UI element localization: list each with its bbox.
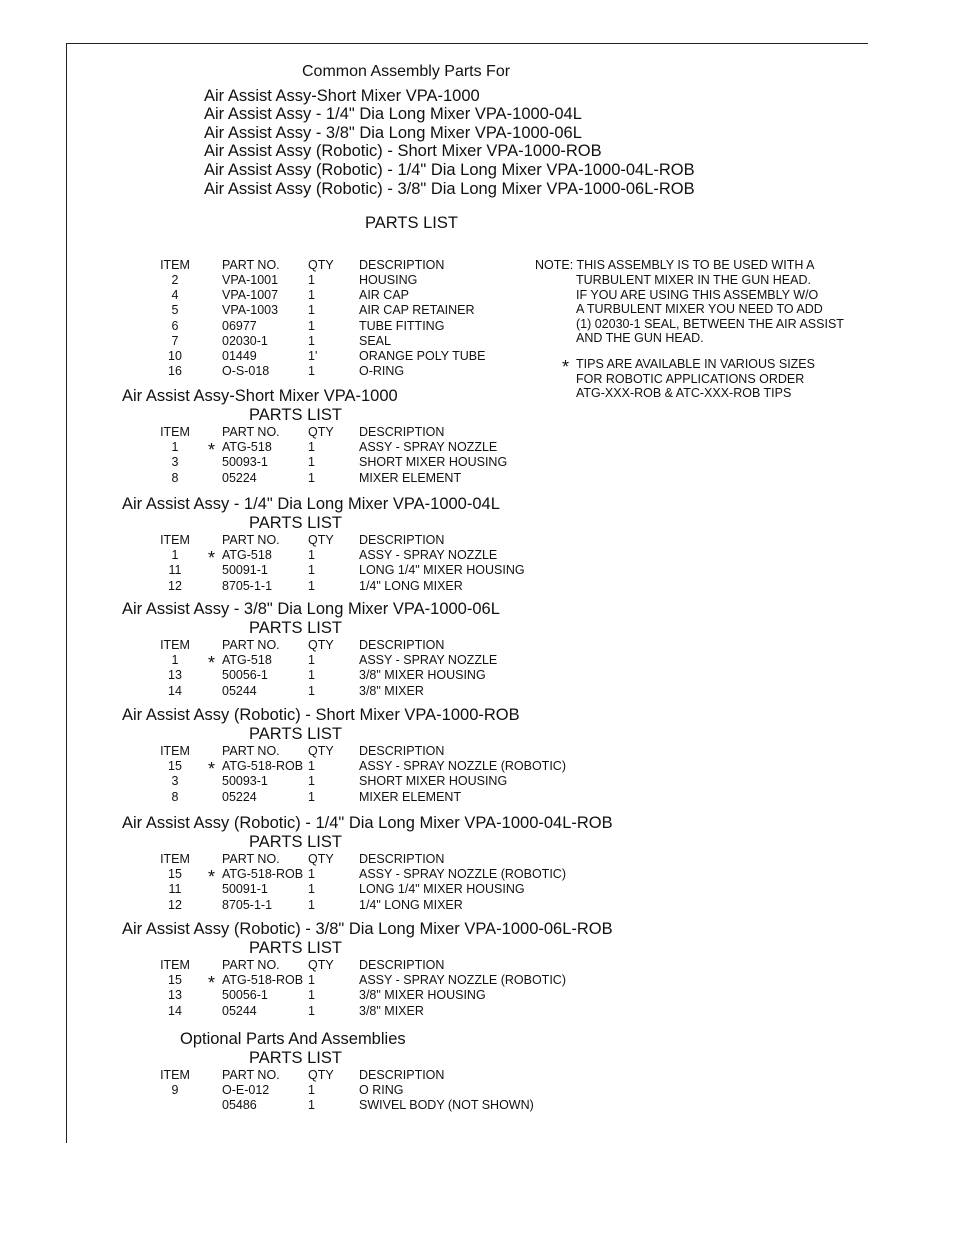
note-line-4: A TURBULENT MIXER YOU NEED TO ADD bbox=[576, 302, 823, 316]
item-number: 11 bbox=[168, 882, 182, 897]
part-number: 05486 bbox=[222, 1098, 257, 1113]
quantity: 1 bbox=[308, 470, 315, 485]
item-number: 3 bbox=[171, 455, 179, 470]
part-number: ATG-518 bbox=[222, 548, 272, 563]
part-number: ATG-518 bbox=[222, 653, 272, 668]
parts-list-title: PARTS LIST bbox=[249, 1049, 342, 1067]
column-header-part: PART NO. bbox=[222, 744, 280, 758]
item-number: 14 bbox=[168, 1003, 182, 1018]
item-number: 15 bbox=[168, 973, 182, 988]
part-number: O-S-018 bbox=[222, 364, 270, 379]
parts-list-title: PARTS LIST bbox=[249, 725, 342, 743]
description: ORANGE POLY TUBE bbox=[359, 349, 486, 363]
item-number: 14 bbox=[168, 683, 182, 698]
description: AIR CAP RETAINER bbox=[359, 303, 475, 318]
assembly-name-1: Air Assist Assy-Short Mixer VPA-1000 bbox=[204, 87, 480, 105]
part-number: 8705-1-1 bbox=[222, 578, 273, 593]
section-title: Air Assist Assy - 3/8" Dia Long Mixer VPA-1000-06L bbox=[122, 600, 500, 618]
column-header-qty: QTY bbox=[308, 958, 334, 972]
item-number: 15 bbox=[168, 867, 182, 882]
asterisk-icon: * bbox=[208, 973, 216, 994]
column-header-part: PART NO. bbox=[222, 425, 280, 439]
section-title: Air Assist Assy (Robotic) - 1/4" Dia Long Mixer VPA-1000-04L-ROB bbox=[122, 814, 613, 832]
asterisk-icon: * bbox=[208, 440, 216, 461]
asterisk-icon: * bbox=[208, 653, 216, 674]
part-number: 50091-1 bbox=[222, 563, 268, 578]
column-header-item: ITEM bbox=[160, 958, 190, 972]
asterisk-icon: * bbox=[208, 867, 216, 888]
part-number: 50093-1 bbox=[222, 774, 268, 789]
asterisk-icon: * bbox=[208, 759, 216, 780]
column-header-description: DESCRIPTION bbox=[359, 1068, 445, 1082]
column-header-qty: QTY bbox=[308, 425, 334, 439]
note-line-2: TURBULENT MIXER IN THE GUN HEAD. bbox=[576, 273, 811, 287]
note-line-3: IF YOU ARE USING THIS ASSEMBLY W/O bbox=[576, 288, 819, 302]
quantity: 1 bbox=[308, 683, 315, 698]
description: 1/4" LONG MIXER bbox=[359, 897, 463, 912]
item-number: 13 bbox=[168, 988, 182, 1003]
quantity: 1 bbox=[308, 333, 315, 348]
item-number: 10 bbox=[168, 349, 182, 363]
quantity: 1 bbox=[308, 789, 315, 804]
description: 3/8" MIXER HOUSING bbox=[359, 988, 486, 1003]
column-header-item: ITEM bbox=[160, 533, 190, 547]
column-header-qty: QTY bbox=[308, 744, 334, 758]
quantity: 1 bbox=[308, 1083, 315, 1098]
part-number: 06977 bbox=[222, 318, 257, 333]
part-number: 50093-1 bbox=[222, 455, 268, 470]
assembly-name-2: Air Assist Assy - 1/4" Dia Long Mixer VPA-1000-04L bbox=[204, 105, 582, 123]
quantity: 1 bbox=[308, 668, 315, 683]
item-number: 1 bbox=[171, 440, 179, 455]
item-number: 3 bbox=[171, 774, 179, 789]
column-header-description: DESCRIPTION bbox=[359, 258, 445, 272]
column-header-qty: QTY bbox=[308, 533, 334, 547]
description: MIXER ELEMENT bbox=[359, 470, 462, 485]
parts-list-title: PARTS LIST bbox=[249, 514, 342, 532]
quantity: 1 bbox=[308, 548, 315, 563]
description: 3/8" MIXER HOUSING bbox=[359, 668, 486, 683]
description: SEAL bbox=[359, 333, 391, 348]
item-number: 8 bbox=[171, 789, 179, 804]
quantity: 1 bbox=[308, 867, 315, 882]
quantity: 1 bbox=[308, 563, 315, 578]
quantity: 1 bbox=[308, 653, 315, 668]
part-number: 50056-1 bbox=[222, 988, 268, 1003]
quantity: 1 bbox=[308, 318, 315, 333]
quantity: 1 bbox=[308, 897, 315, 912]
column-header-qty: QTY bbox=[308, 638, 334, 652]
note-line-6: AND THE GUN HEAD. bbox=[576, 331, 704, 345]
column-header-item: ITEM bbox=[160, 638, 190, 652]
column-header-qty: QTY bbox=[308, 852, 334, 866]
description: AIR CAP bbox=[359, 288, 410, 303]
item-number: 7 bbox=[171, 333, 179, 348]
item-number: 16 bbox=[168, 364, 182, 379]
item-number: 6 bbox=[171, 318, 179, 333]
quantity: 1 bbox=[308, 455, 315, 470]
quantity: 1 bbox=[308, 1098, 315, 1113]
column-header-description: DESCRIPTION bbox=[359, 425, 445, 439]
part-number: ATG-518-ROB bbox=[222, 759, 304, 774]
section-title: Optional Parts And Assemblies bbox=[180, 1030, 406, 1048]
left-border-line bbox=[66, 43, 67, 1143]
quantity: 1 bbox=[308, 440, 315, 455]
column-header-qty: QTY bbox=[308, 1068, 334, 1082]
description: ASSY - SPRAY NOZZLE (ROBOTIC) bbox=[359, 867, 566, 882]
column-header-part: PART NO. bbox=[222, 852, 280, 866]
quantity: 1 bbox=[308, 973, 315, 988]
column-header-item: ITEM bbox=[160, 1068, 190, 1082]
assembly-name-4: Air Assist Assy (Robotic) - Short Mixer VPA-1000-ROB bbox=[204, 142, 602, 160]
description: ASSY - SPRAY NOZZLE bbox=[359, 548, 498, 563]
tips-line-2: FOR ROBOTIC APPLICATIONS ORDER bbox=[576, 372, 805, 386]
item-number: 12 bbox=[168, 578, 182, 593]
column-header-part: PART NO. bbox=[222, 1068, 280, 1082]
common-parts-list-title: PARTS LIST bbox=[365, 214, 458, 232]
asterisk-icon: * bbox=[208, 548, 216, 569]
description: O-RING bbox=[359, 364, 405, 379]
column-header-description: DESCRIPTION bbox=[359, 744, 445, 758]
part-number: 50056-1 bbox=[222, 668, 268, 683]
part-number: ATG-518 bbox=[222, 440, 272, 455]
item-number: 2 bbox=[171, 273, 179, 287]
quantity: 1 bbox=[308, 578, 315, 593]
column-header-part: PART NO. bbox=[222, 533, 280, 547]
part-number: ATG-518-ROB bbox=[222, 867, 304, 882]
quantity: 1 bbox=[308, 988, 315, 1003]
description: SWIVEL BODY (NOT SHOWN) bbox=[359, 1098, 534, 1113]
column-header-part: PART NO. bbox=[222, 258, 280, 272]
description: 3/8" MIXER bbox=[359, 1003, 424, 1018]
description: ASSY - SPRAY NOZZLE bbox=[359, 440, 498, 455]
column-header-description: DESCRIPTION bbox=[359, 533, 445, 547]
quantity: 1 bbox=[308, 1003, 315, 1018]
item-number: 12 bbox=[168, 897, 182, 912]
note-line-1: NOTE: THIS ASSEMBLY IS TO BE USED WITH A bbox=[535, 258, 815, 272]
quantity: 1 bbox=[308, 288, 315, 303]
item-number: 5 bbox=[171, 303, 179, 318]
item-number: 1 bbox=[171, 653, 179, 668]
quantity: 1' bbox=[308, 349, 318, 363]
description: O RING bbox=[359, 1083, 404, 1098]
column-header-item: ITEM bbox=[160, 852, 190, 866]
parts-list-title: PARTS LIST bbox=[249, 406, 342, 424]
common-assembly-title: Common Assembly Parts For bbox=[302, 63, 511, 80]
section-title: Air Assist Assy (Robotic) - 3/8" Dia Long Mixer VPA-1000-06L-ROB bbox=[122, 920, 613, 938]
part-number: 01449 bbox=[222, 349, 257, 363]
description: SHORT MIXER HOUSING bbox=[359, 455, 508, 470]
quantity: 1 bbox=[308, 303, 315, 318]
item-number: 9 bbox=[171, 1083, 179, 1098]
top-border-line bbox=[66, 43, 868, 44]
note-line-5: (1) 02030-1 SEAL, BETWEEN THE AIR ASSIST bbox=[576, 317, 844, 331]
item-number: 4 bbox=[171, 288, 179, 303]
quantity: 1 bbox=[308, 273, 315, 287]
assembly-name-3: Air Assist Assy - 3/8" Dia Long Mixer VPA-1000-06L bbox=[204, 124, 582, 142]
section-title: Air Assist Assy-Short Mixer VPA-1000 bbox=[122, 387, 398, 405]
column-header-item: ITEM bbox=[160, 258, 190, 272]
column-header-part: PART NO. bbox=[222, 958, 280, 972]
assembly-name-5: Air Assist Assy (Robotic) - 1/4" Dia Long Mixer VPA-1000-04L-ROB bbox=[204, 161, 695, 179]
assembly-name-6: Air Assist Assy (Robotic) - 3/8" Dia Long Mixer VPA-1000-06L-ROB bbox=[204, 180, 695, 198]
description: MIXER ELEMENT bbox=[359, 789, 462, 804]
description: LONG 1/4" MIXER HOUSING bbox=[359, 563, 525, 578]
column-header-part: PART NO. bbox=[222, 638, 280, 652]
part-number: VPA-1003 bbox=[222, 303, 279, 318]
tips-line-1: TIPS ARE AVAILABLE IN VARIOUS SIZES bbox=[576, 357, 815, 371]
part-number: 05224 bbox=[222, 789, 257, 804]
part-number: 05244 bbox=[222, 1003, 257, 1018]
description: TUBE FITTING bbox=[359, 318, 445, 333]
part-number: O-E-012 bbox=[222, 1083, 270, 1098]
part-number: VPA-1007 bbox=[222, 288, 279, 303]
column-header-qty: QTY bbox=[308, 258, 334, 272]
description: SHORT MIXER HOUSING bbox=[359, 774, 508, 789]
item-number: 8 bbox=[171, 470, 179, 485]
description: 3/8" MIXER bbox=[359, 683, 424, 698]
item-number: 13 bbox=[168, 668, 182, 683]
part-number: 50091-1 bbox=[222, 882, 268, 897]
description: LONG 1/4" MIXER HOUSING bbox=[359, 882, 525, 897]
description: ASSY - SPRAY NOZZLE (ROBOTIC) bbox=[359, 759, 566, 774]
parts-list-title: PARTS LIST bbox=[249, 939, 342, 957]
part-number: ATG-518-ROB bbox=[222, 973, 304, 988]
part-number: VPA-1001 bbox=[222, 273, 279, 287]
section-title: Air Assist Assy - 1/4" Dia Long Mixer VPA-1000-04L bbox=[122, 495, 500, 513]
item-number: 15 bbox=[168, 759, 182, 774]
quantity: 1 bbox=[308, 759, 315, 774]
quantity: 1 bbox=[308, 364, 315, 379]
quantity: 1 bbox=[308, 774, 315, 789]
column-header-description: DESCRIPTION bbox=[359, 958, 445, 972]
description: ASSY - SPRAY NOZZLE bbox=[359, 653, 498, 668]
item-number: 11 bbox=[168, 563, 182, 578]
part-number: 02030-1 bbox=[222, 333, 268, 348]
item-number: 1 bbox=[171, 548, 179, 563]
column-header-item: ITEM bbox=[160, 425, 190, 439]
column-header-description: DESCRIPTION bbox=[359, 638, 445, 652]
parts-list-title: PARTS LIST bbox=[249, 833, 342, 851]
description: 1/4" LONG MIXER bbox=[359, 578, 463, 593]
quantity: 1 bbox=[308, 882, 315, 897]
column-header-item: ITEM bbox=[160, 744, 190, 758]
column-header-description: DESCRIPTION bbox=[359, 852, 445, 866]
part-number: 8705-1-1 bbox=[222, 897, 273, 912]
part-number: 05244 bbox=[222, 683, 257, 698]
tips-line-3: ATG-XXX-ROB & ATC-XXX-ROB TIPS bbox=[576, 386, 792, 400]
section-title: Air Assist Assy (Robotic) - Short Mixer VPA-1000-ROB bbox=[122, 706, 520, 724]
description: ASSY - SPRAY NOZZLE (ROBOTIC) bbox=[359, 973, 566, 988]
parts-list-title: PARTS LIST bbox=[249, 619, 342, 637]
asterisk-icon: * bbox=[562, 357, 570, 377]
description: HOUSING bbox=[359, 273, 418, 287]
part-number: 05224 bbox=[222, 470, 257, 485]
